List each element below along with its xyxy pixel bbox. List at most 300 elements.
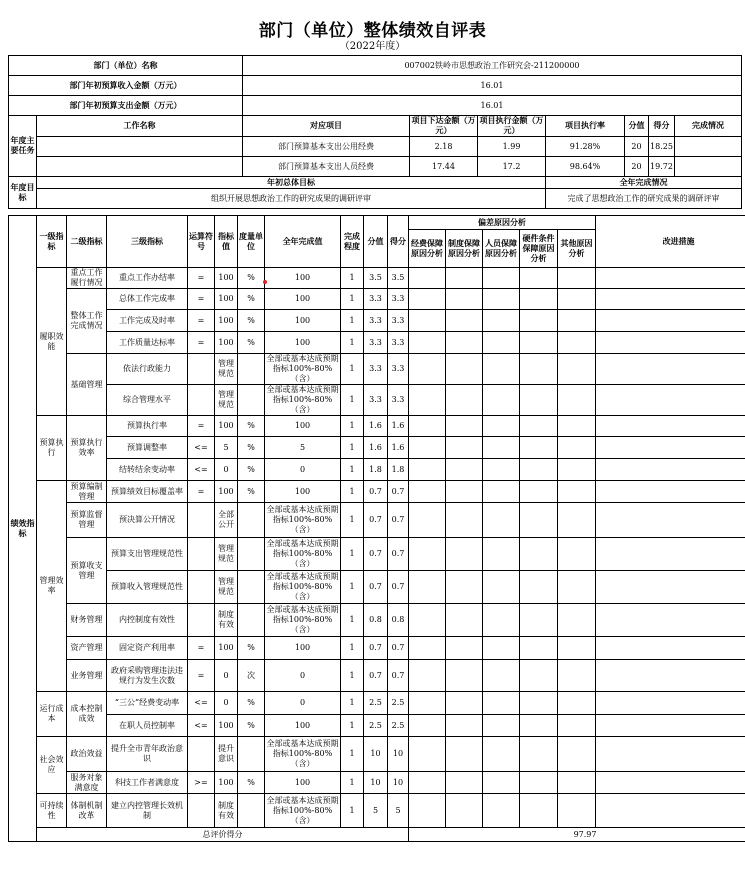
score-cell: 1.8 — [388, 459, 409, 481]
deviation-cell — [483, 310, 520, 332]
target-cell: 制度有效 — [215, 604, 238, 637]
actual-cell: 100 — [265, 637, 341, 660]
value-cell: 0.7 — [364, 571, 388, 604]
tasks-section-label: 年度主要任务 — [9, 116, 37, 177]
degree-cell: 1 — [341, 310, 364, 332]
score-cell: 0.7 — [388, 571, 409, 604]
unit-cell: % — [238, 772, 265, 794]
deviation-cell — [409, 385, 446, 416]
deviation-cell — [483, 503, 520, 538]
deviation-cell — [558, 692, 596, 715]
actual-cell: 100 — [265, 481, 341, 503]
degree-cell: 1 — [341, 538, 364, 571]
unit-cell: 次 — [238, 660, 265, 692]
deviation-cell — [409, 604, 446, 637]
measures-cell — [596, 692, 745, 715]
deviation-cell — [558, 503, 596, 538]
level2-cell: 成本控制成效 — [67, 692, 107, 737]
unit-cell — [238, 354, 265, 385]
total-value: 97.97 — [409, 828, 745, 842]
target-cell: 0 — [215, 692, 238, 715]
target-cell: 管理规范 — [215, 538, 238, 571]
level2-cell: 基础管理 — [67, 354, 107, 416]
unit-cell: % — [238, 459, 265, 481]
target-cell: 管理规范 — [215, 571, 238, 604]
indicator-row — [9, 503, 745, 538]
task-score: 18.25 — [649, 137, 675, 157]
measures-cell — [596, 416, 745, 437]
indicator-row — [9, 354, 745, 385]
task-rate: 91.28% — [546, 137, 625, 157]
deviation-cell — [409, 772, 446, 794]
deviation-cell — [483, 268, 520, 289]
task-project: 部门预算基本支出人员经费 — [243, 157, 410, 177]
score-cell: 0.7 — [388, 538, 409, 571]
level3-cell: 预算执行率 — [107, 416, 188, 437]
deviation-cell — [409, 571, 446, 604]
actual-cell: 全部或基本达成预期指标100%-80%（含） — [265, 503, 341, 538]
op-cell — [188, 604, 215, 637]
score-cell: 10 — [388, 772, 409, 794]
op-cell: = — [188, 310, 215, 332]
unit-cell: % — [238, 437, 265, 459]
col-project: 对应项目 — [243, 116, 410, 137]
unit-cell: % — [238, 332, 265, 354]
unit-cell — [238, 503, 265, 538]
total-label: 总评价得分 — [37, 828, 409, 842]
target-cell: 100 — [215, 416, 238, 437]
value-cell: 1.6 — [364, 437, 388, 459]
level3-cell: 工作质量达标率 — [107, 332, 188, 354]
actual-cell: 100 — [265, 332, 341, 354]
unit-cell — [238, 604, 265, 637]
degree-cell: 1 — [341, 354, 364, 385]
unit-name-label: 部门（单位）名称 — [9, 56, 243, 76]
degree-cell: 1 — [341, 772, 364, 794]
score-cell: 3.3 — [388, 385, 409, 416]
header-value: 分值 — [364, 216, 388, 268]
indicator-row — [9, 481, 745, 503]
budget-income-label: 部门年初预算收入金额（万元） — [9, 76, 243, 96]
indicator-row — [9, 660, 745, 692]
indicator-row — [9, 737, 745, 772]
deviation-cell — [409, 332, 446, 354]
col-rate: 项目执行率 — [546, 116, 625, 137]
measures-cell — [596, 459, 745, 481]
task-value: 20 — [625, 137, 649, 157]
op-cell: = — [188, 416, 215, 437]
level3-cell: 预算调整率 — [107, 437, 188, 459]
level2-cell: 政治效益 — [67, 737, 107, 772]
task-score: 19.72 — [649, 157, 675, 177]
deviation-cell — [520, 604, 558, 637]
deviation-cell — [558, 354, 596, 385]
level2-cell: 业务管理 — [67, 660, 107, 692]
actual-cell: 100 — [265, 268, 341, 289]
deviation-cell — [520, 692, 558, 715]
value-cell: 0.7 — [364, 637, 388, 660]
value-cell: 1.8 — [364, 459, 388, 481]
deviation-cell — [483, 772, 520, 794]
level3-cell: 固定资产利用率 — [107, 637, 188, 660]
deviation-cell — [520, 715, 558, 737]
target-cell: 100 — [215, 310, 238, 332]
value-cell: 2.5 — [364, 692, 388, 715]
value-cell: 3.5 — [364, 268, 388, 289]
unit-cell — [238, 794, 265, 828]
deviation-cell — [446, 538, 483, 571]
indicator-row — [9, 715, 745, 737]
deviation-cell — [558, 459, 596, 481]
actual-cell: 100 — [265, 715, 341, 737]
deviation-cell — [409, 715, 446, 737]
score-cell: 2.5 — [388, 692, 409, 715]
score-cell: 3.3 — [388, 289, 409, 310]
level3-cell: 建立内控管理长效机制 — [107, 794, 188, 828]
indicator-row — [9, 310, 745, 332]
deviation-cell — [558, 604, 596, 637]
indicator-row — [9, 604, 745, 637]
level3-cell: 预算收入管理规范性 — [107, 571, 188, 604]
target-cell: 提升意识 — [215, 737, 238, 772]
degree-cell: 1 — [341, 332, 364, 354]
degree-cell: 1 — [341, 268, 364, 289]
measures-cell — [596, 385, 745, 416]
score-cell: 10 — [388, 737, 409, 772]
level3-cell: 预算绩效目标覆盖率 — [107, 481, 188, 503]
value-cell: 3.3 — [364, 310, 388, 332]
degree-cell: 1 — [341, 794, 364, 828]
deviation-cell — [520, 660, 558, 692]
deviation-cell — [409, 289, 446, 310]
level3-cell: 总体工作完成率 — [107, 289, 188, 310]
op-cell — [188, 571, 215, 604]
deviation-cell — [446, 354, 483, 385]
op-cell: >= — [188, 772, 215, 794]
level3-cell: 科技工作者满意度 — [107, 772, 188, 794]
final-goal-text: 完成了思想政治工作的研究成果的调研评审 — [546, 189, 742, 209]
deviation-cell — [446, 604, 483, 637]
unit-cell — [238, 385, 265, 416]
actual-cell: 100 — [265, 310, 341, 332]
deviation-cell — [558, 737, 596, 772]
deviation-cell — [558, 660, 596, 692]
measures-cell — [596, 637, 745, 660]
target-cell: 100 — [215, 481, 238, 503]
target-cell: 5 — [215, 437, 238, 459]
header-measures: 改进措施 — [596, 216, 745, 268]
level3-cell: 依法行政能力 — [107, 354, 188, 385]
level2-cell: 整体工作完成情况 — [67, 289, 107, 354]
deviation-cell — [409, 268, 446, 289]
task-name-cell — [37, 137, 243, 157]
value-cell: 0.7 — [364, 481, 388, 503]
col-status: 完成情况 — [675, 116, 742, 137]
actual-cell: 0 — [265, 692, 341, 715]
header-table — [8, 55, 742, 209]
degree-cell: 1 — [341, 385, 364, 416]
deviation-cell — [558, 538, 596, 571]
unit-cell: % — [238, 481, 265, 503]
op-cell — [188, 794, 215, 828]
level2-cell: 体制机制改革 — [67, 794, 107, 828]
deviation-cell — [409, 737, 446, 772]
deviation-cell — [520, 637, 558, 660]
deviation-cell — [558, 416, 596, 437]
task-allocated: 17.44 — [410, 157, 478, 177]
value-cell: 0.8 — [364, 604, 388, 637]
header-level1: 一级指标 — [37, 216, 67, 268]
deviation-cell — [558, 385, 596, 416]
deviation-cell — [520, 385, 558, 416]
op-cell — [188, 385, 215, 416]
initial-goal-text: 组织开展思想政治工作的研究成果的调研评审 — [37, 189, 546, 209]
indicator-row — [9, 571, 745, 604]
measures-cell — [596, 332, 745, 354]
degree-cell: 1 — [341, 692, 364, 715]
deviation-cell — [558, 772, 596, 794]
deviation-cell — [409, 416, 446, 437]
unit-cell — [238, 737, 265, 772]
level3-cell: 政府采购管理违法违规行为发生次数 — [107, 660, 188, 692]
target-cell: 制度有效 — [215, 794, 238, 828]
target-cell: 0 — [215, 660, 238, 692]
level1-cell: 运行成本 — [37, 692, 67, 737]
deviation-cell — [483, 660, 520, 692]
deviation-cell — [520, 289, 558, 310]
op-cell: <= — [188, 459, 215, 481]
indicator-row — [9, 692, 745, 715]
deviation-cell — [558, 332, 596, 354]
deviation-cell — [483, 385, 520, 416]
header-dev-hardware: 硬件条件保障原因分析 — [520, 230, 558, 268]
op-cell: <= — [188, 437, 215, 459]
level1-cell: 管理效率 — [37, 481, 67, 692]
score-cell: 0.7 — [388, 637, 409, 660]
level2-cell: 预算编制管理 — [67, 481, 107, 503]
measures-cell — [596, 310, 745, 332]
deviation-cell — [409, 794, 446, 828]
task-executed: 1.99 — [478, 137, 546, 157]
actual-cell: 100 — [265, 416, 341, 437]
deviation-cell — [446, 310, 483, 332]
degree-cell: 1 — [341, 459, 364, 481]
op-cell — [188, 538, 215, 571]
target-cell: 100 — [215, 772, 238, 794]
level3-cell: 综合管理水平 — [107, 385, 188, 416]
deviation-cell — [483, 289, 520, 310]
actual-cell: 全部或基本达成预期指标100%-80%（含） — [265, 737, 341, 772]
level3-cell: 内控制度有效性 — [107, 604, 188, 637]
header-degree: 完成程度 — [341, 216, 364, 268]
deviation-cell — [520, 332, 558, 354]
deviation-cell — [558, 481, 596, 503]
actual-cell: 全部或基本达成预期指标100%-80%（含） — [266, 354, 339, 383]
actual-cell: 全部或基本达成预期指标100%-80%（含） — [265, 604, 341, 637]
deviation-cell — [446, 637, 483, 660]
indicator-row — [9, 268, 745, 289]
degree-cell: 1 — [341, 637, 364, 660]
page-subtitle: （2022年度） — [339, 41, 406, 52]
deviation-cell — [483, 571, 520, 604]
indicator-row — [9, 538, 745, 571]
op-cell: = — [188, 637, 215, 660]
deviation-cell — [483, 332, 520, 354]
deviation-cell — [446, 794, 483, 828]
initial-goal-header: 年初总体目标 — [37, 177, 546, 189]
deviation-cell — [409, 538, 446, 571]
measures-cell — [596, 538, 745, 571]
header-score: 得分 — [388, 216, 409, 268]
col-executed: 项目执行金额（万元） — [479, 116, 544, 135]
indicator-row — [9, 332, 745, 354]
op-cell: = — [188, 481, 215, 503]
score-cell: 5 — [388, 794, 409, 828]
indicator-table — [8, 215, 745, 842]
measures-cell — [596, 794, 745, 828]
score-cell: 0.7 — [388, 660, 409, 692]
value-cell: 3.3 — [364, 354, 388, 385]
header-dev-funding: 经费保障原因分析 — [409, 230, 446, 268]
deviation-cell — [558, 268, 596, 289]
deviation-cell — [446, 385, 483, 416]
deviation-cell — [558, 289, 596, 310]
level3-cell: 结转结余变动率 — [107, 459, 188, 481]
unit-cell: % — [238, 310, 265, 332]
op-cell: = — [188, 268, 215, 289]
deviation-cell — [409, 310, 446, 332]
measures-cell — [596, 571, 745, 604]
degree-cell: 1 — [341, 737, 364, 772]
actual-cell: 全部或基本达成预期指标100%-80%（含） — [265, 571, 341, 604]
col-allocated: 项目下达金额（万元） — [411, 116, 476, 135]
header-dev-system: 制度保障原因分析 — [446, 230, 483, 268]
measures-cell — [596, 437, 745, 459]
target-cell: 管理规范 — [215, 385, 238, 416]
actual-cell: 0 — [265, 459, 341, 481]
deviation-cell — [520, 503, 558, 538]
value-cell: 3.3 — [364, 332, 388, 354]
task-name-cell — [37, 157, 243, 177]
op-cell: = — [188, 289, 215, 310]
measures-cell — [596, 289, 745, 310]
level3-cell: 工作完成及时率 — [107, 310, 188, 332]
op-cell — [188, 737, 215, 772]
score-cell: 3.3 — [388, 354, 409, 385]
deviation-cell — [446, 268, 483, 289]
deviation-cell — [409, 660, 446, 692]
op-cell: <= — [188, 715, 215, 737]
unit-cell: % — [238, 289, 265, 310]
task-rate: 98.64% — [546, 157, 625, 177]
op-cell: = — [188, 332, 215, 354]
deviation-cell — [446, 737, 483, 772]
op-cell: = — [188, 660, 215, 692]
deviation-cell — [409, 503, 446, 538]
target-cell: 管理规范 — [215, 354, 238, 385]
value-cell: 0.7 — [364, 503, 388, 538]
deviation-cell — [558, 571, 596, 604]
deviation-cell — [409, 481, 446, 503]
score-cell: 3.5 — [388, 268, 409, 289]
indicator-row — [9, 416, 745, 437]
deviation-cell — [446, 459, 483, 481]
deviation-cell — [446, 503, 483, 538]
target-cell: 全部公开 — [215, 503, 238, 538]
value-cell: 10 — [364, 737, 388, 772]
deviation-cell — [409, 637, 446, 660]
deviation-cell — [446, 692, 483, 715]
level1-cell: 可持续性 — [37, 794, 67, 828]
goals-section-label: 年度目标 — [9, 177, 37, 209]
degree-cell: 1 — [341, 604, 364, 637]
deviation-cell — [446, 481, 483, 503]
level1-cell: 履职效能 — [37, 268, 67, 416]
deviation-cell — [446, 332, 483, 354]
degree-cell: 1 — [341, 416, 364, 437]
header-op: 运算符号 — [188, 216, 215, 268]
score-cell: 1.6 — [388, 437, 409, 459]
degree-cell: 1 — [341, 289, 364, 310]
indicator-row — [9, 637, 745, 660]
deviation-cell — [520, 459, 558, 481]
indicator-row — [9, 772, 745, 794]
target-cell: 100 — [215, 715, 238, 737]
task-executed: 17.2 — [478, 157, 546, 177]
level3-cell: 提升全市青年政治意识 — [107, 737, 188, 772]
level2-cell: 预算执行效率 — [67, 416, 107, 481]
task-allocated: 2.18 — [410, 137, 478, 157]
indicator-row — [9, 794, 745, 828]
measures-cell — [596, 737, 745, 772]
red-dot-marker — [263, 280, 267, 284]
indicator-row — [9, 385, 745, 416]
deviation-cell — [483, 538, 520, 571]
deviation-cell — [483, 794, 520, 828]
deviation-cell — [483, 416, 520, 437]
header-dev-personnel: 人员保障原因分析 — [483, 230, 520, 268]
indicator-row — [9, 437, 745, 459]
target-cell: 100 — [215, 289, 238, 310]
measures-cell — [596, 772, 745, 794]
level3-cell: 预算支出管理规范性 — [107, 538, 188, 571]
deviation-cell — [483, 481, 520, 503]
deviation-cell — [446, 571, 483, 604]
page-title: 部门（单位）整体绩效自评表 — [258, 21, 487, 41]
measures-cell — [596, 715, 745, 737]
deviation-cell — [558, 794, 596, 828]
col-score-value: 分值 — [625, 116, 649, 137]
deviation-cell — [520, 416, 558, 437]
deviation-cell — [483, 459, 520, 481]
actual-cell: 全部或基本达成预期指标100%-80%（含） — [266, 385, 339, 414]
score-cell: 0.8 — [388, 604, 409, 637]
value-cell: 0.7 — [364, 660, 388, 692]
level2-cell: 预算监督管理 — [67, 503, 107, 538]
score-cell: 2.5 — [388, 715, 409, 737]
deviation-cell — [483, 737, 520, 772]
deviation-cell — [483, 437, 520, 459]
level3-cell: 重点工作办结率 — [107, 268, 188, 289]
deviation-cell — [409, 459, 446, 481]
deviation-cell — [483, 637, 520, 660]
score-cell: 3.3 — [388, 310, 409, 332]
degree-cell: 1 — [341, 503, 364, 538]
deviation-cell — [520, 354, 558, 385]
value-cell: 2.5 — [364, 715, 388, 737]
unit-cell — [238, 538, 265, 571]
deviation-cell — [558, 637, 596, 660]
